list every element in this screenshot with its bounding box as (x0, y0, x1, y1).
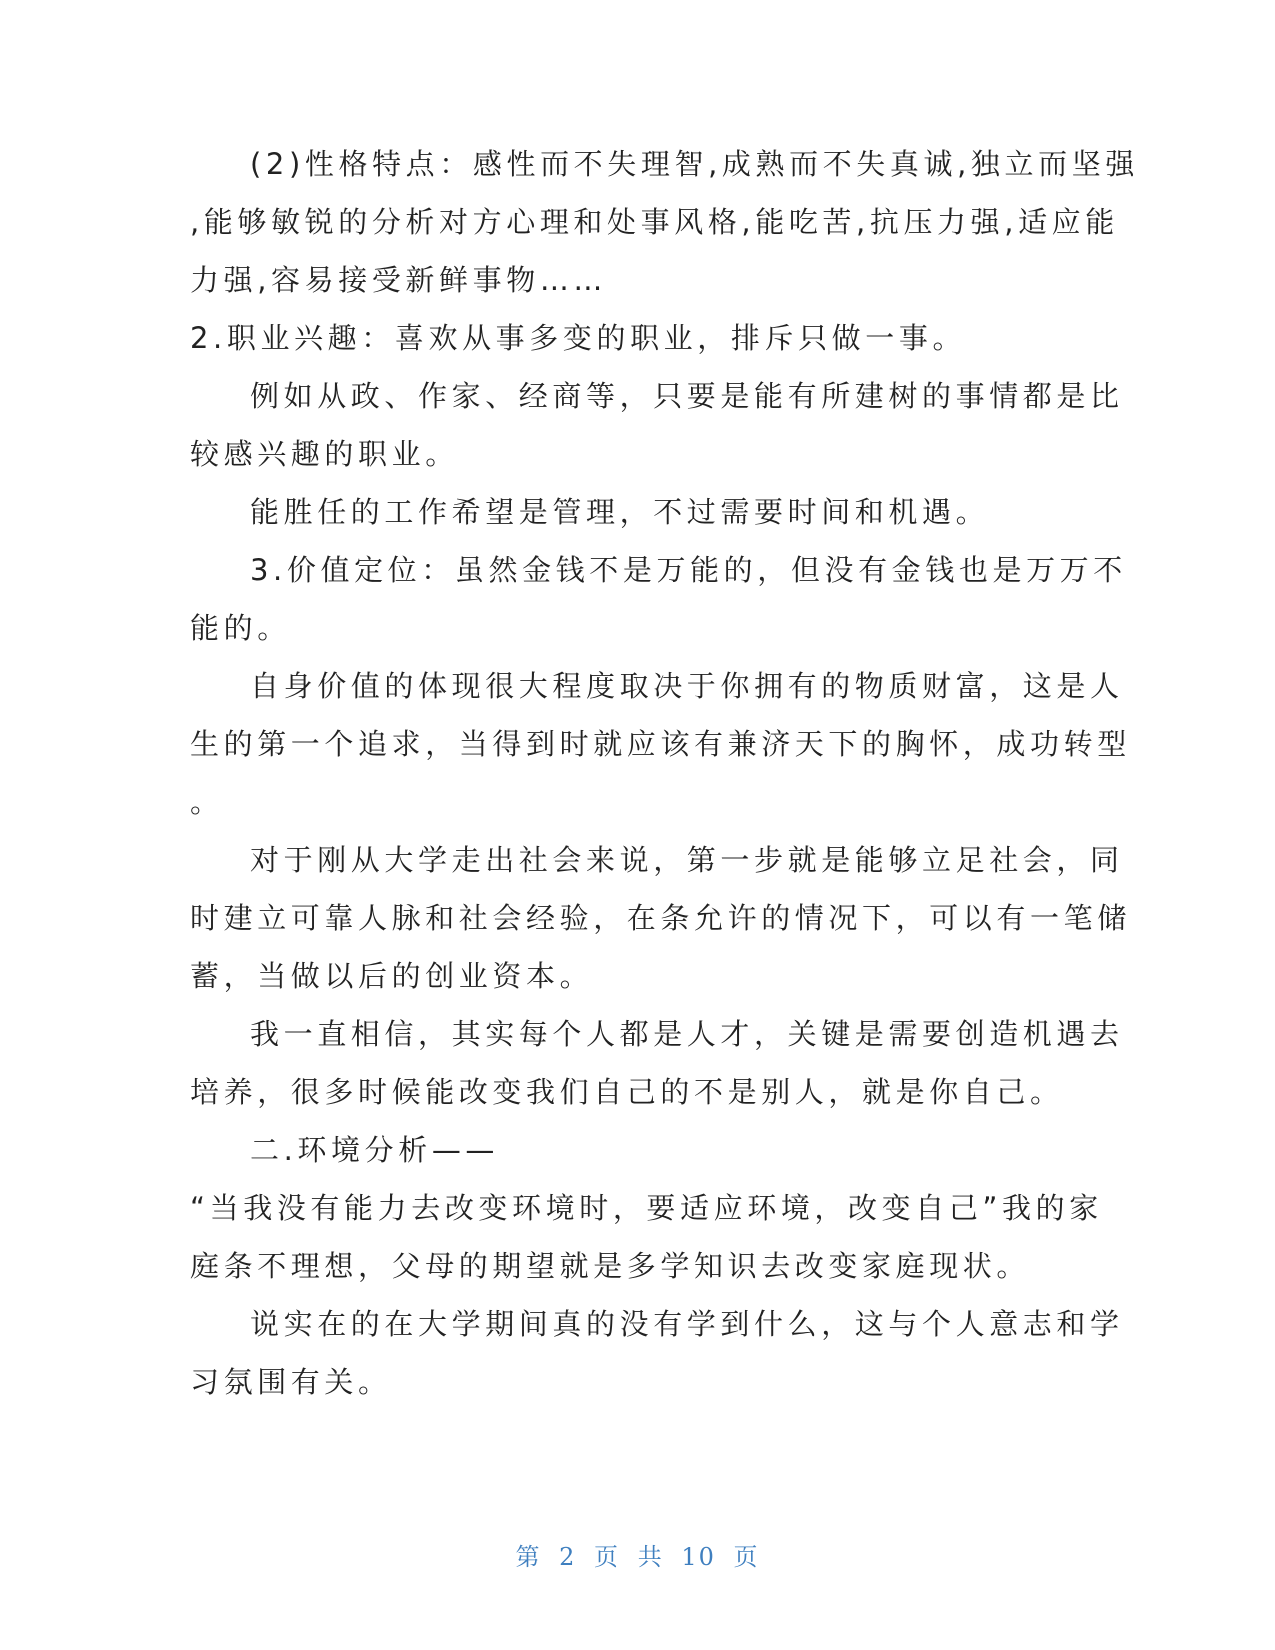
text-line: 能的。 (190, 611, 291, 645)
text-line: 3.价值定位：虽然金钱不是万能的，但没有金钱也是万万不 (250, 553, 1127, 587)
text-line: 2.职业兴趣：喜欢从事多变的职业，排斥只做一事。 (190, 321, 967, 355)
text-line: 时建立可靠人脉和社会经验，在条允许的情况下，可以有一笔储 (190, 901, 1131, 935)
text-line: “当我没有能力去改变环境时，要适应环境，改变自己”我的家 (190, 1191, 1103, 1225)
footer-prefix: 第 (515, 1543, 542, 1571)
footer-total-word: 共 (637, 1543, 664, 1571)
text-line: 培养，很多时候能改变我们自己的不是别人，就是你自己。 (190, 1075, 1064, 1109)
text-line: 自身价值的体现很大程度取决于你拥有的物质财富，这是人 (250, 669, 1124, 703)
text-line: 生的第一个追求，当得到时就应该有兼济天下的胸怀，成功转型 (190, 727, 1131, 761)
footer-suffix: 页 (733, 1543, 760, 1571)
text-line: 能胜任的工作希望是管理，不过需要时间和机遇。 (250, 495, 990, 529)
footer-page-word: 页 (594, 1543, 621, 1571)
text-line: 说实在的在大学期间真的没有学到什么，这与个人意志和学 (250, 1307, 1124, 1341)
text-line: 对于刚从大学走出社会来说，第一步就是能够立足社会，同 (250, 843, 1124, 877)
page-footer (0, 1542, 1275, 1572)
text-line: 例如从政、作家、经商等，只要是能有所建树的事情都是比 (250, 379, 1124, 413)
text-line: 庭条不理想，父母的期望就是多学知识去改变家庭现状。 (190, 1249, 1031, 1283)
text-line: 力强,容易接受新鲜事物…… (190, 263, 608, 297)
text-line: 。 (190, 785, 224, 819)
text-line: 我一直相信，其实每个人都是人才，关键是需要创造机遇去 (250, 1017, 1124, 1051)
text-line: 习氛围有关。 (190, 1365, 392, 1399)
text-line: 蓄，当做以后的创业资本。 (190, 959, 594, 993)
text-line: ,能够敏锐的分析对方心理和处事风格,能吃苦,抗压力强,适应能 (190, 205, 1119, 239)
text-line: (2)性格特点：感性而不失理智,成熟而不失真诚,独立而坚强 (250, 147, 1139, 181)
footer-current-page: 2 (559, 1543, 577, 1571)
section-heading: 二.环境分析—— (250, 1133, 500, 1167)
footer-total-pages: 10 (681, 1543, 716, 1571)
text-line: 较感兴趣的职业。 (190, 437, 459, 471)
